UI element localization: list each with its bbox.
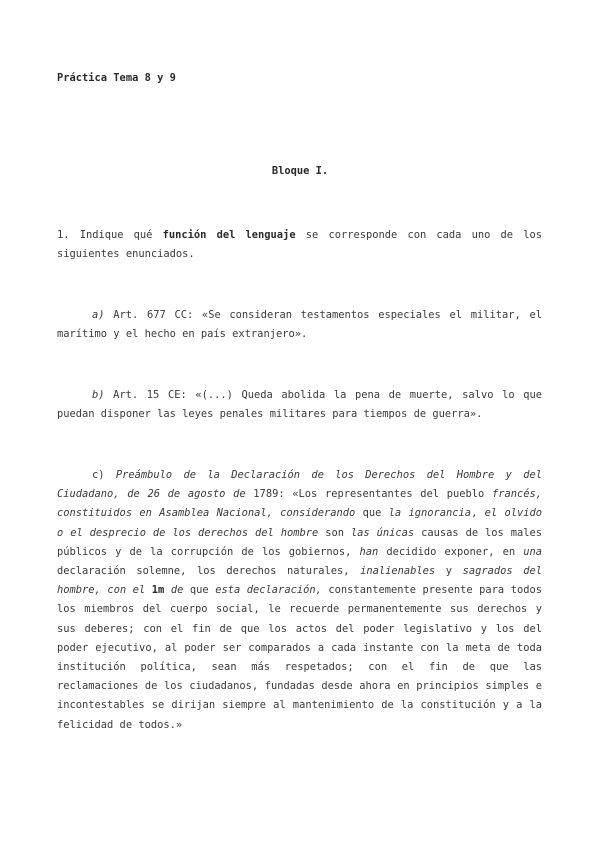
statement-c-seg: que: [183, 584, 216, 597]
question-1-keyword: función del lenguaje: [162, 229, 296, 241]
statement-c-seg: esta declaración,: [215, 584, 322, 597]
statement-a: [57, 306, 542, 344]
statement-c-seg: sagrados del hombre, con el: [57, 565, 542, 597]
statement-c-seg: francés, constituidos en Asamblea Nacional, considerando: [57, 488, 542, 520]
statement-c-seg: son: [318, 526, 351, 539]
statement-c-seg: 1m: [145, 584, 171, 597]
statement-c-seg: que: [355, 507, 389, 520]
statement-c-seg: y: [435, 565, 463, 578]
page-title: Práctica Tema 8 y 9: [57, 72, 176, 84]
statement-c-source: Preámbulo de la Declaración de los Derechos del Hombre y del Ciudadano, de 26 de agosto de: [57, 469, 542, 501]
statement-c: [57, 466, 542, 735]
statement-c-label: c): [92, 469, 116, 481]
question-1-rest: se corresponde con cada uno de los siguientes enunciados.: [57, 229, 542, 261]
statement-c-seg: inalienables: [360, 565, 436, 578]
section-heading: Bloque I.: [271, 165, 329, 177]
statement-a-text: Art. 677 CC: «Se consideran testamentos especiales el militar, el marítimo y el hecho en país extranjero».: [57, 309, 542, 341]
statement-c-seg: una: [523, 545, 542, 558]
statement-c-seg: declaración solemne, los derechos naturales,: [57, 565, 361, 578]
statement-a-label: a): [92, 309, 105, 321]
statement-c-seg: han: [359, 545, 379, 558]
statement-c-seg: decidido exponer, en: [378, 545, 524, 558]
statement-c-seg: de: [170, 584, 184, 597]
statement-c-seg: constantemente presente para todos los miembros del cuerpo social, le recuerde permanentemente sus derechos y sus deberes; con el fin de que los actos del poder legislativo y los del poder ejecutivo, al poder ser comparados a cada instante con la meta de toda institución política, sean más respetados; con el fin de que las reclamaciones de los ciudadanos, fundadas desde ahora en principios simples e incontestables se dirijan siempre al mantenimiento de la constitución y a la felicidad de todos.»: [57, 584, 542, 731]
statement-c-seg: causas de los males públicos y de la corrupción de los gobiernos,: [57, 526, 543, 558]
statement-b: [57, 386, 542, 424]
statement-c-seg: ,: [471, 507, 485, 520]
statement-c-seg: la ignorancia: [388, 507, 472, 520]
question-1-intro: 1. Indique qué: [57, 229, 163, 241]
statement-c-seg: 1789: «Los representantes del pueblo: [245, 488, 492, 501]
statement-c-seg: el olvido o el desprecio de los derechos del hombre: [57, 507, 543, 539]
statement-b-label: b): [92, 389, 105, 401]
statement-b-text: Art. 15 CE: «(...) Queda abolida la pena de muerte, salvo lo que puedan disponer las leyes penales militares para tiempos de guerra».: [57, 389, 542, 421]
question-1: [57, 226, 542, 264]
statement-c-seg: las únicas: [350, 526, 415, 539]
